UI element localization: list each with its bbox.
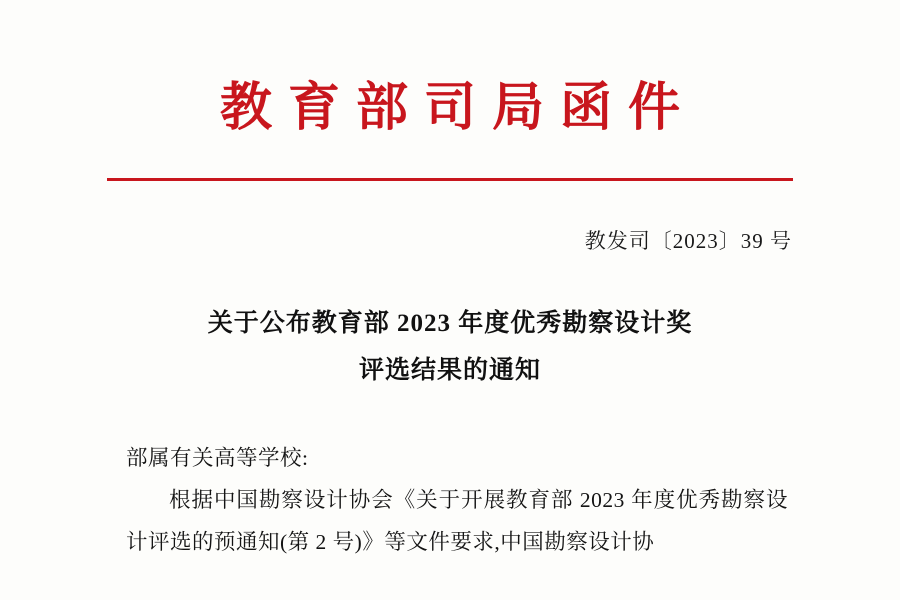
document-number-row: [0, 225, 900, 255]
masthead: [0, 0, 900, 181]
masthead-title: 教育部司局函件: [219, 80, 696, 137]
page-title-line-1: 关于公布教育部 2023 年度优秀勘察设计奖: [207, 310, 693, 338]
page-title: [0, 301, 900, 394]
page-title-line-2: 评选结果的通知: [358, 356, 541, 384]
salutation: 部属有关高等学校:: [126, 445, 309, 470]
document-body: [0, 438, 900, 564]
document-number: 教发司〔2023〕39 号: [584, 229, 792, 254]
masthead-divider-rule: [107, 178, 793, 181]
body-paragraph: 根据中国勘察设计协会《关于开展教育部 2023 年度优秀勘察设计评选的预通知(第 2 号)》等文件要求,中国勘察设计协: [126, 487, 788, 554]
